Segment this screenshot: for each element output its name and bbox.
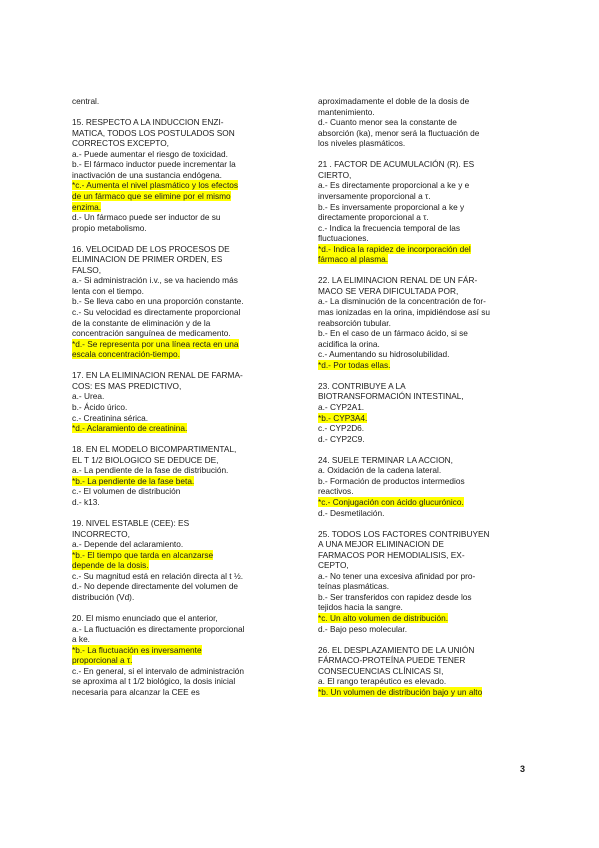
- text-line: [318, 233, 526, 244]
- text-line: [72, 518, 298, 529]
- text-line: [318, 476, 526, 487]
- text-line: [318, 402, 526, 413]
- text-line: [72, 571, 298, 582]
- highlighted-answer-line: [72, 560, 298, 571]
- text-line: [318, 666, 526, 677]
- text-line: [72, 244, 298, 255]
- left-column: [72, 96, 298, 708]
- text-line: [318, 391, 526, 402]
- line-text: a.- Si administración i.v., se va haciendo más: [72, 275, 238, 286]
- highlighted-text: *d.- Indica la rapidez de incorporación del: [318, 243, 471, 254]
- line-text: reactivos.: [318, 486, 354, 497]
- line-text: a. Oxidación de la cadena lateral.: [318, 465, 442, 476]
- text-line: [318, 339, 526, 350]
- highlighted-text: enzima.: [72, 201, 102, 212]
- page-number: 3: [520, 764, 526, 774]
- line-text: c.- El volumen de distribución: [72, 486, 181, 497]
- text-line: [72, 170, 298, 181]
- text-line: [72, 138, 298, 149]
- highlighted-text: escala concentración-tiempo.: [72, 349, 180, 360]
- text-line: [72, 687, 298, 698]
- line-text: central.: [72, 96, 100, 106]
- text-line: [72, 265, 298, 276]
- text-line: [318, 645, 526, 656]
- text-line: [318, 550, 526, 561]
- text-line: [318, 592, 526, 603]
- line-text: a.- Es directamente proporcional a ke y e: [318, 180, 470, 191]
- line-text: fluctuaciones.: [318, 233, 369, 244]
- text-line: [72, 666, 298, 677]
- line-text: d.- Bajo peso molecular.: [318, 623, 408, 634]
- highlighted-answer-line: [318, 687, 526, 698]
- line-text: a.- La disminución de la concentración de for-: [318, 296, 486, 307]
- question-block: [72, 244, 298, 360]
- line-text: acidifica la orina.: [318, 338, 380, 349]
- question-block: [72, 613, 298, 697]
- line-text: MACO SE VERA DIFICULTADA POR,: [318, 285, 459, 296]
- text-line: [72, 370, 298, 381]
- line-text: b.- Formación de productos intermedios: [318, 475, 465, 486]
- line-text: 17. EN LA ELIMINACION RENAL DE FARMA-: [72, 370, 243, 381]
- text-line: [318, 307, 526, 318]
- text-line: [318, 571, 526, 582]
- text-line: [72, 497, 298, 508]
- highlighted-text: *c. Un alto volumen de distribución.: [318, 613, 449, 624]
- text-line: [72, 96, 298, 107]
- line-text: 22. LA ELIMINACION RENAL DE UN FÁR-: [318, 275, 478, 286]
- text-line: [72, 613, 298, 624]
- text-line: [318, 465, 526, 476]
- line-text: c.- Creatinina sérica.: [72, 412, 149, 423]
- line-text: c.- Su magnitud está en relación directa al t ½.: [72, 570, 244, 581]
- question-block: [318, 455, 526, 518]
- text-line: [318, 96, 526, 107]
- text-line: [72, 296, 298, 307]
- text-line: [318, 349, 526, 360]
- right-column: [318, 96, 526, 708]
- highlighted-answer-line: [72, 550, 298, 561]
- line-text: 23. CONTRIBUYE A LA: [318, 380, 406, 391]
- line-text: tejidos hacia la sangre.: [318, 602, 403, 613]
- question-block: [318, 645, 526, 698]
- line-text: se aproxima al t 1/2 biológico, la dosis inicial: [72, 676, 236, 687]
- line-text: c.- En general, si el intervalo de administración: [72, 665, 245, 676]
- highlighted-text: fármaco al plasma.: [318, 254, 389, 265]
- line-text: 21 . FACTOR DE ACUMULACIÓN (R). ES: [318, 159, 475, 170]
- line-text: A UNA MEJOR ELIMINACION DE: [318, 539, 444, 550]
- line-text: concentración sanguínea de medicamento.: [72, 328, 231, 339]
- line-text: mas ionizadas en la orina, impidiéndose así su: [318, 307, 491, 318]
- highlighted-answer-line: [318, 613, 526, 624]
- text-line: [72, 223, 298, 234]
- question-block: [318, 529, 526, 634]
- highlighted-answer-line: [72, 339, 298, 350]
- text-line: [72, 624, 298, 635]
- text-line: [72, 486, 298, 497]
- line-text: MATICA, TODOS LOS POSTULADOS SON: [72, 127, 235, 138]
- highlighted-text: *d.- Aclaramiento de creatinina.: [72, 423, 188, 434]
- text-line: [72, 254, 298, 265]
- line-text: c.- Indica la frecuencia temporal de las: [318, 222, 461, 233]
- text-line: [72, 149, 298, 160]
- line-text: b.- Ser transferidos con rapidez desde los: [318, 591, 472, 602]
- highlighted-text: *b.- CYP3A4.: [318, 412, 368, 423]
- line-text: d.- k13.: [72, 496, 100, 507]
- text-line: [72, 676, 298, 687]
- highlighted-answer-line: [318, 254, 526, 265]
- line-text: CIERTO,: [318, 169, 352, 180]
- highlighted-answer-line: [72, 655, 298, 666]
- line-text: d.- Un fármaco puede ser inductor de su: [72, 212, 221, 223]
- highlighted-text: *b.- El tiempo que tarda en alcanzarse: [72, 549, 214, 560]
- highlighted-text: *d.- Por todas ellas.: [318, 359, 391, 370]
- highlighted-text: *c.- Conjugación con ácido glucurónico.: [318, 496, 464, 507]
- highlighted-text: *b.- La fluctuación es inversamente: [72, 644, 202, 655]
- line-text: a.- Urea.: [72, 391, 105, 402]
- text-line: [318, 676, 526, 687]
- text-line: [318, 117, 526, 128]
- text-line: [72, 413, 298, 424]
- text-line: [318, 223, 526, 234]
- line-text: 15. RESPECTO A LA INDUCCION ENZI-: [72, 117, 224, 128]
- line-text: absorción (ka), menor será la fluctuación de: [318, 127, 480, 138]
- line-text: c.- CYP2D6.: [318, 423, 365, 434]
- line-text: d.- No depende directamente del volumen de: [72, 581, 239, 592]
- text-line: [72, 539, 298, 550]
- text-line: [318, 508, 526, 519]
- text-line: [318, 170, 526, 181]
- line-text: los niveles plasmáticos.: [318, 138, 406, 149]
- line-text: b.- Ácido úrico.: [72, 402, 128, 412]
- text-line: [72, 117, 298, 128]
- question-block: [318, 159, 526, 264]
- line-text: 20. El mismo enunciado que el anterior,: [72, 613, 218, 624]
- text-line: [318, 434, 526, 445]
- highlighted-text: *c.- Aumenta el nivel plasmático y los efectos: [72, 180, 239, 191]
- highlighted-answer-line: [318, 497, 526, 508]
- text-line: [318, 212, 526, 223]
- question-block: [318, 275, 526, 370]
- line-text: INCORRECTO,: [72, 528, 130, 539]
- line-text: FALSO,: [72, 264, 102, 275]
- highlighted-text: *b.- La pendiente de la fase beta.: [72, 475, 195, 486]
- text-line: [318, 529, 526, 540]
- line-text: CONSECUENCIAS CLÍNICAS SI,: [318, 665, 444, 676]
- text-line: [318, 624, 526, 635]
- highlighted-answer-line: [72, 423, 298, 434]
- line-text: de la constante de eliminación y de la: [72, 317, 211, 328]
- line-text: a. El rango terapéutico es elevado.: [318, 676, 447, 687]
- text-line: [318, 286, 526, 297]
- line-text: a.- Depende del aclaramiento.: [72, 539, 184, 550]
- line-text: FÁRMACO-PROTEÍNA PUEDE TENER: [318, 655, 466, 666]
- text-line: [72, 328, 298, 339]
- line-text: c.- Aumentando su hidrosolubilidad.: [318, 349, 450, 360]
- question-block: [318, 96, 526, 149]
- text-line: [318, 328, 526, 339]
- highlighted-text: depende de la dosis.: [72, 560, 149, 571]
- line-text: a.- Puede aumentar el riesgo de toxicidad.: [72, 148, 228, 159]
- line-text: 25. TODOS LOS FACTORES CONTRIBUYEN: [318, 528, 490, 539]
- question-block: [318, 381, 526, 444]
- line-text: d.- Cuanto menor sea la constante de: [318, 117, 457, 128]
- text-line: [318, 159, 526, 170]
- line-text: a ke.: [72, 634, 90, 645]
- line-text: lenta con el tiempo.: [72, 285, 144, 296]
- question-block: [72, 117, 298, 233]
- highlighted-text: *b. Un volumen de distribución bajo y un alto: [318, 686, 483, 697]
- line-text: a.- CYP2A1.: [318, 402, 365, 412]
- text-line: [318, 486, 526, 497]
- text-line: [318, 423, 526, 434]
- question-block: [72, 444, 298, 507]
- highlighted-text: proporcional a τ.: [72, 655, 133, 666]
- text-line: [72, 391, 298, 402]
- text-line: [72, 275, 298, 286]
- highlighted-answer-line: [318, 244, 526, 255]
- line-text: c.- Su velocidad es directamente proporcional: [72, 307, 241, 318]
- text-line: [318, 202, 526, 213]
- line-text: 24. SUELE TERMINAR LA ACCION,: [318, 454, 453, 465]
- text-line: [72, 159, 298, 170]
- highlighted-answer-line: [318, 413, 526, 424]
- text-line: [318, 539, 526, 550]
- line-text: teínas plasmáticas.: [318, 581, 390, 592]
- line-text: b.- El fármaco inductor puede incrementar la: [72, 159, 236, 170]
- text-line: [318, 560, 526, 571]
- highlighted-text: de un fármaco que se elimine por el mismo: [72, 190, 231, 201]
- highlighted-answer-line: [72, 645, 298, 656]
- line-text: ELIMINACION DE PRIMER ORDEN, ES: [72, 254, 223, 265]
- text-line: [318, 581, 526, 592]
- text-line: [72, 318, 298, 329]
- line-text: COS: ES MAS PREDICTIVO,: [72, 380, 182, 391]
- question-block: [72, 370, 298, 433]
- line-text: reabsorción tubular.: [318, 317, 391, 328]
- text-line: [318, 381, 526, 392]
- text-line: [318, 107, 526, 118]
- text-line: [318, 275, 526, 286]
- text-line: [72, 444, 298, 455]
- text-line: [72, 634, 298, 645]
- line-text: inactivación de una sustancia endógena.: [72, 169, 222, 180]
- line-text: inversamente proporcional a τ.: [318, 190, 431, 201]
- text-line: [318, 655, 526, 666]
- text-line: [318, 455, 526, 466]
- text-line: [72, 307, 298, 318]
- highlighted-answer-line: [72, 202, 298, 213]
- question-block: [72, 96, 298, 107]
- text-line: [318, 602, 526, 613]
- text-line: [72, 455, 298, 466]
- text-line: [72, 381, 298, 392]
- line-text: 26. EL DESPLAZAMIENTO DE LA UNIÓN: [318, 644, 475, 655]
- line-text: CORRECTOS EXCEPTO,: [72, 138, 169, 149]
- line-text: 19. NIVEL ESTABLE (CEE): ES: [72, 518, 190, 529]
- line-text: CEPTO,: [318, 560, 349, 571]
- text-line: [72, 128, 298, 139]
- line-text: a.- No tener una excesiva afinidad por pro-: [318, 570, 476, 581]
- text-line: [318, 180, 526, 191]
- line-text: 18. EN EL MODELO BICOMPARTIMENTAL,: [72, 444, 237, 455]
- line-text: EL T 1/2 BIOLOGICO SE DEDUCE DE,: [72, 454, 219, 465]
- highlighted-answer-line: [318, 360, 526, 371]
- line-text: distribución (Vd).: [72, 591, 135, 602]
- text-line: [72, 212, 298, 223]
- highlighted-answer-line: [72, 476, 298, 487]
- line-text: directamente proporcional a τ.: [318, 212, 429, 223]
- line-text: a.- La fluctuación es directamente proporcional: [72, 623, 245, 634]
- line-text: b.- Es inversamente proporcional a ke y: [318, 201, 465, 212]
- text-line: [72, 286, 298, 297]
- highlighted-answer-line: [72, 349, 298, 360]
- line-text: d.- Desmetilación.: [318, 507, 385, 518]
- line-text: aproximadamente el doble de la dosis de: [318, 96, 470, 106]
- text-line: [318, 318, 526, 329]
- line-text: necesaria para alcanzar la CEE es: [72, 686, 200, 697]
- line-text: propio metabolismo.: [72, 222, 147, 233]
- text-line: [72, 581, 298, 592]
- text-line: [318, 138, 526, 149]
- highlighted-text: *d.- Se representa por una línea recta en una: [72, 338, 239, 349]
- line-text: BIOTRANSFORMACIÓN INTESTINAL,: [318, 391, 464, 402]
- line-text: mantenimiento.: [318, 106, 375, 117]
- highlighted-answer-line: [72, 180, 298, 191]
- line-text: b.- Se lleva cabo en una proporción constante.: [72, 296, 244, 307]
- line-text: a.- La pendiente de la fase de distribución.: [72, 465, 229, 476]
- text-line: [318, 191, 526, 202]
- line-text: b.- En el caso de un fármaco ácido, si se: [318, 328, 468, 339]
- highlighted-answer-line: [72, 191, 298, 202]
- text-line: [72, 402, 298, 413]
- line-text: FARMACOS POR HEMODIALISIS, EX-: [318, 549, 465, 560]
- text-line: [72, 592, 298, 603]
- question-block: [72, 518, 298, 602]
- text-line: [72, 465, 298, 476]
- text-line: [72, 529, 298, 540]
- line-text: 16. VELOCIDAD DE LOS PROCESOS DE: [72, 243, 230, 254]
- text-line: [318, 296, 526, 307]
- text-line: [318, 128, 526, 139]
- line-text: d.- CYP2C9.: [318, 433, 365, 444]
